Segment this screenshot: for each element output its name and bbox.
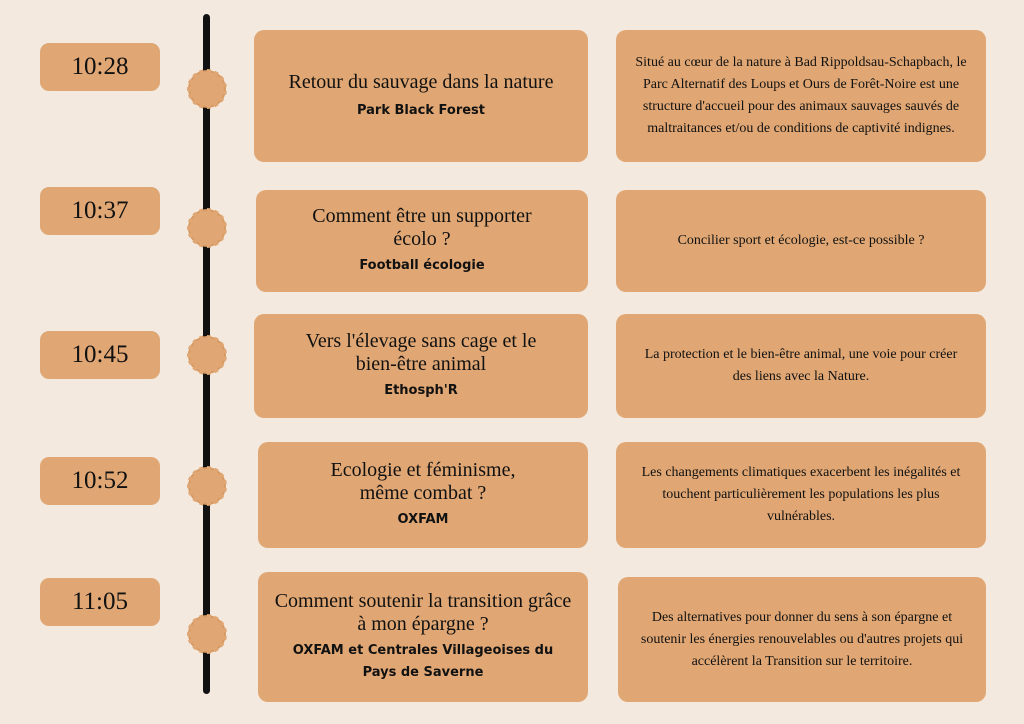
- session-organizer: Ethosph'R: [384, 383, 458, 398]
- time-badge: 10:52: [40, 457, 160, 505]
- session-description: Des alternatives pour donner du sens à son épargne et soutenir les énergies renouvelables ou d'autres projets qui accélèrent la Transition sur le territoire.: [618, 577, 986, 702]
- timeline-marker: [190, 469, 224, 503]
- session-organizer: OXFAM et Centrales Villageoises du Pays de Saverne: [292, 643, 554, 680]
- session-title: Retour du sauvage dans la nature: [288, 70, 554, 93]
- session-title: Vers l'élevage sans cage et le bien-être animal: [305, 330, 537, 375]
- session-description: Les changements climatiques exacerbent les inégalités et touchent particulièrement les populations les plus vulnérables.: [616, 442, 986, 548]
- session-card: [256, 190, 588, 292]
- timeline-marker: [190, 617, 224, 651]
- session-title: Comment être un supporter écolo ?: [312, 205, 532, 250]
- session-card: [254, 314, 588, 418]
- timeline-marker: [190, 211, 224, 245]
- session-card: [254, 30, 588, 162]
- time-badge: 10:45: [40, 331, 160, 379]
- time-badge: 10:37: [40, 187, 160, 235]
- time-badge: 11:05: [40, 578, 160, 626]
- session-card: [258, 442, 588, 548]
- session-organizer: Park Black Forest: [356, 102, 485, 118]
- session-title: Ecologie et féminisme, même combat ?: [330, 459, 516, 504]
- session-description: La protection et le bien-être animal, une voie pour créer des liens avec la Nature.: [616, 314, 986, 418]
- session-description: Situé au cœur de la nature à Bad Rippoldsau-Schapbach, le Parc Alternatif des Loups et Ours de Forêt-Noire est une structure d'accueil pour des animaux sauvages sauvés de maltraitances et/ou de conditions de captivité indignes.: [616, 30, 986, 162]
- session-card: [258, 572, 588, 702]
- session-title: Comment soutenir la transition grâce à mon épargne ?: [274, 590, 572, 635]
- timeline-marker: [190, 72, 224, 106]
- timeline-marker: [190, 338, 224, 372]
- session-organizer: OXFAM: [397, 512, 449, 527]
- session-description: Concilier sport et écologie, est-ce possible ?: [616, 190, 986, 292]
- session-organizer: Football écologie: [359, 258, 485, 273]
- time-badge: 10:28: [40, 43, 160, 91]
